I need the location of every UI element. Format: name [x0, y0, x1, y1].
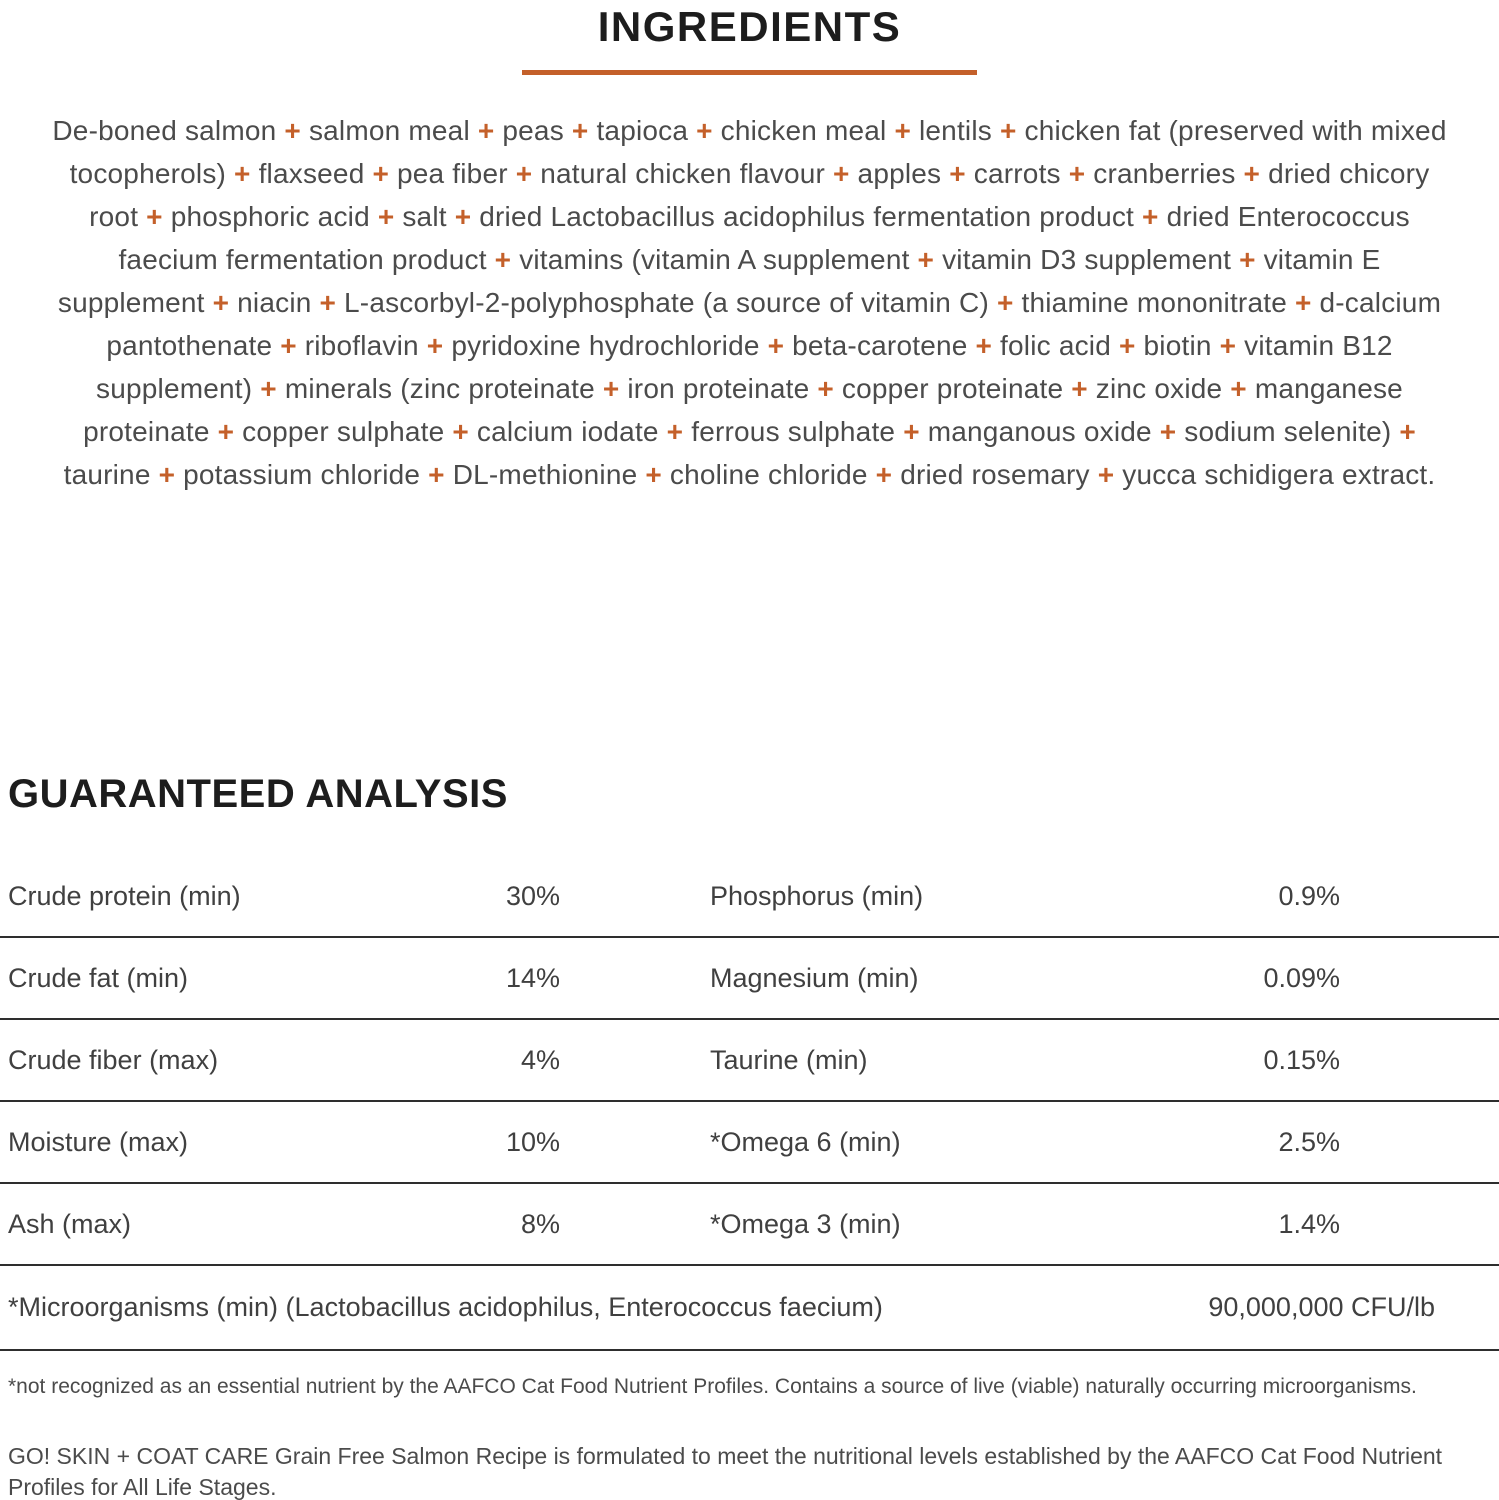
plus-separator-icon: +	[1286, 287, 1320, 319]
analysis-row	[0, 1020, 1499, 1102]
analysis-row	[0, 1102, 1499, 1184]
analysis-right-label: Taurine (min)	[710, 1044, 868, 1075]
analysis-left-label: Crude fiber (max)	[8, 1044, 219, 1075]
plus-separator-icon: +	[420, 459, 453, 491]
plus-separator-icon: +	[688, 115, 721, 147]
plus-separator-icon: +	[886, 115, 919, 147]
analysis-left-label: Ash (max)	[8, 1208, 132, 1239]
analysis-row	[0, 856, 1499, 938]
analysis-row	[0, 938, 1499, 1020]
guaranteed-analysis-title: GUARANTEED ANALYSIS	[8, 772, 508, 817]
analysis-left-label: Crude protein (min)	[8, 880, 241, 911]
plus-separator-icon: +	[418, 330, 452, 362]
analysis-row-microorganisms	[0, 1266, 1499, 1351]
analysis-right-value: 0.15%	[1263, 1044, 1340, 1075]
plus-separator-icon: +	[759, 330, 793, 362]
plus-separator-icon: +	[991, 115, 1025, 147]
plus-separator-icon: +	[563, 115, 597, 147]
plus-separator-icon: +	[252, 373, 285, 405]
plus-separator-icon: +	[941, 158, 974, 190]
analysis-left-value: 4%	[520, 1044, 560, 1075]
plus-separator-icon: +	[1060, 158, 1094, 190]
guaranteed-analysis-table	[0, 856, 1499, 1351]
plus-separator-icon: +	[637, 459, 670, 491]
analysis-right-label: *Omega 3 (min)	[710, 1208, 901, 1239]
plus-separator-icon: +	[809, 373, 842, 405]
analysis-right-label: *Omega 6 (min)	[710, 1126, 901, 1157]
analysis-row	[0, 1184, 1499, 1266]
plus-separator-icon: +	[1222, 373, 1255, 405]
plus-separator-icon: +	[1089, 459, 1123, 491]
plus-separator-icon: +	[895, 416, 928, 448]
plus-separator-icon: +	[967, 330, 1001, 362]
analysis-wide-value: 90,000,000 CFU/lb	[1208, 1292, 1435, 1323]
analysis-right-label: Phosphorus (min)	[710, 880, 924, 911]
plus-separator-icon: +	[507, 158, 541, 190]
plus-separator-icon: +	[446, 201, 480, 233]
plus-separator-icon: +	[988, 287, 1022, 319]
plus-separator-icon: +	[1063, 373, 1096, 405]
analysis-left-value: 10%	[505, 1126, 560, 1157]
analysis-right-value: 0.9%	[1278, 880, 1340, 911]
analysis-left-value: 14%	[505, 962, 560, 993]
title-underline-rule	[522, 70, 977, 75]
analysis-left-label: Crude fat (min)	[8, 962, 189, 993]
plus-separator-icon: +	[1151, 416, 1185, 448]
plus-separator-icon: +	[1211, 330, 1245, 362]
plus-separator-icon: +	[311, 287, 345, 319]
plus-separator-icon: +	[1391, 416, 1416, 448]
analysis-left-value: 8%	[520, 1208, 560, 1239]
analysis-wide-label: *Microorganisms (min) (Lactobacillus acidophilus, Enterococcus faecium)	[8, 1292, 883, 1323]
plus-separator-icon: +	[1134, 201, 1167, 233]
plus-separator-icon: +	[209, 416, 243, 448]
plus-separator-icon: +	[204, 287, 238, 319]
plus-separator-icon: +	[594, 373, 628, 405]
plus-separator-icon: +	[444, 416, 477, 448]
plus-separator-icon: +	[1235, 158, 1269, 190]
plus-separator-icon: +	[469, 115, 503, 147]
ingredients-title: INGREDIENTS	[597, 3, 902, 50]
analysis-right-value: 1.4%	[1278, 1208, 1340, 1239]
plus-separator-icon: +	[1110, 330, 1144, 362]
analysis-right-value: 2.5%	[1278, 1126, 1340, 1157]
plus-separator-icon: +	[658, 416, 692, 448]
plus-separator-icon: +	[369, 201, 403, 233]
plus-separator-icon: +	[226, 158, 259, 190]
plus-separator-icon: +	[825, 158, 858, 190]
plus-separator-icon: +	[272, 330, 305, 362]
plus-separator-icon: +	[138, 201, 171, 233]
plus-separator-icon: +	[364, 158, 397, 190]
plus-separator-icon: +	[867, 459, 901, 491]
aafco-footnote: *not recognized as an essential nutrient by the AAFCO Cat Food Nutrient Profiles. Contains a source of live (viable) naturally occurring microorganisms.	[8, 1375, 1417, 1399]
ingredients-paragraph: De-boned salmon + salmon meal + peas + tapioca + chicken meal + lentils + chicken fat (preserved with mixed tocopherols) + flaxseed + pea fiber + natural chicken flavour + apples + carrots + cranberries + dried chicory root + phosphoric acid + salt + dried Lactobacillus acidophilus fermentation product + dried Enterococcus faecium fermentation product + vitamins (vitamin A supplement + vitamin D3 supplement + vitamin E supplement + niacin + L-ascorbyl-2-polyphosphate (a source of vitamin C) + thiamine mononitrate + d-calcium pantothenate + riboflavin + pyridoxine hydrochloride + beta-carotene + folic acid + biotin + vitamin B12 supplement) + minerals (zinc proteinate + iron proteinate + copper proteinate + zinc oxide + manganese proteinate + copper sulphate + calcium iodate + ferrous sulphate + manganous oxide + sodium selenite) + taurine + potassium chloride + DL-methionine + choline chloride + dried rosemary + yucca schidigera extract.	[52, 115, 1447, 491]
plus-separator-icon: +	[486, 244, 520, 276]
analysis-right-label: Magnesium (min)	[710, 962, 919, 993]
analysis-left-value: 30%	[505, 880, 560, 911]
plus-separator-icon: +	[276, 115, 309, 147]
plus-separator-icon: +	[150, 459, 184, 491]
analysis-left-label: Moisture (max)	[8, 1126, 189, 1157]
analysis-right-value: 0.09%	[1263, 962, 1340, 993]
formulation-statement: GO! SKIN + COAT CARE Grain Free Salmon Recipe is formulated to meet the nutritional levels established by the AAFCO Cat Food Nutrient Profiles for All Life Stages.	[8, 1443, 1443, 1500]
plus-separator-icon: +	[1231, 244, 1264, 276]
plus-separator-icon: +	[909, 244, 943, 276]
